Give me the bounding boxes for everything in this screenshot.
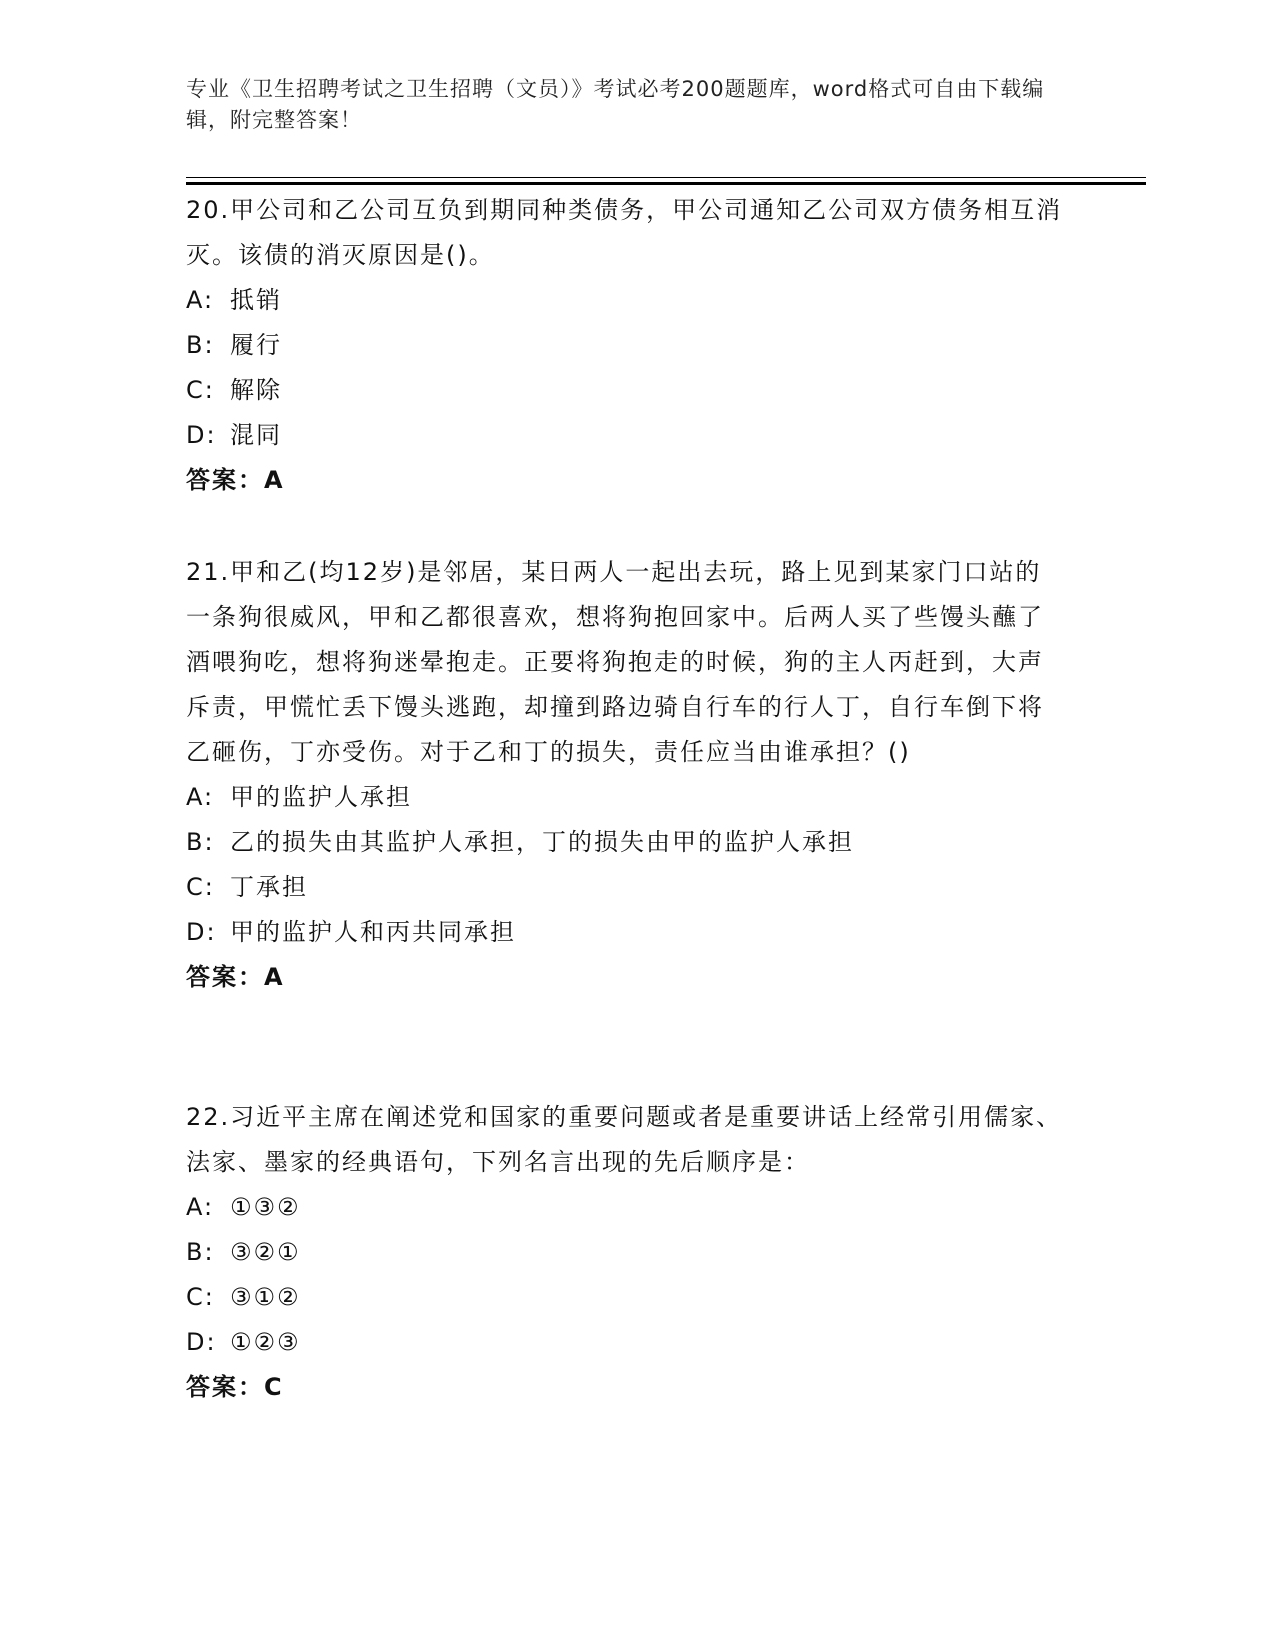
option-b [186,323,1066,368]
option-text: 乙的损失由其监护人承担，丁的损失由甲的监护人承担 [230,828,854,856]
option-d [186,1320,1066,1365]
answer-line: 答案：C [186,1373,284,1401]
option-b [186,820,1066,865]
option-letter: A: [186,286,215,314]
option-letter: D: [186,918,217,946]
option-letter: C: [186,1283,215,1311]
option-text: 解除 [230,376,282,404]
option-d [186,910,1066,955]
option-text: ③①② [230,1283,301,1311]
option-letter: D: [186,1328,217,1356]
question-stem: 22.习近平主席在阐述党和国家的重要问题或者是重要讲话上经常引用儒家、法家、墨家的经典语句，下列名言出现的先后顺序是： [186,1103,1063,1176]
option-text: ③②① [230,1238,301,1266]
answer-line: 答案：A [186,466,285,494]
header-divider-thin [186,177,1146,178]
question-block [186,1095,1066,1410]
option-text: 甲的监护人承担 [230,783,412,811]
option-letter: A: [186,783,215,811]
option-text: 混同 [230,421,282,449]
question-stem: 21.甲和乙(均12岁)是邻居，某日两人一起出去玩，路上见到某家门口站的一条狗很威风，甲和乙都很喜欢，想将狗抱回家中。后两人买了些馒头蘸了酒喂狗吃，想将狗迷晕抱走。正要将狗抱走的时候，狗的主人丙赶到，大声斥责，甲慌忙丢下馒头逃跑，却撞到路边骑自行车的行人丁，自行车倒下将乙砸伤，丁亦受伤。对于乙和丁的损失，责任应当由谁承担？() [186,558,1044,766]
option-letter: B: [186,828,215,856]
option-d [186,413,1066,458]
header-divider-thick [186,182,1146,185]
option-letter: C: [186,376,215,404]
option-c [186,1275,1066,1320]
option-text: 抵销 [230,286,282,314]
option-text: 履行 [230,331,282,359]
answer-line: 答案：A [186,963,285,991]
option-a [186,775,1066,820]
option-text: ①②③ [230,1328,301,1356]
option-letter: C: [186,873,215,901]
option-text: ①③② [230,1193,301,1221]
option-b [186,1230,1066,1275]
option-letter: D: [186,421,217,449]
option-a [186,278,1066,323]
option-text: 丁承担 [230,873,308,901]
option-c [186,865,1066,910]
question-block [186,550,1066,1000]
document-header: 专业《卫生招聘考试之卫生招聘（文员）》考试必考200题题库，word格式可自由下载编辑，附完整答案！ [186,77,1045,132]
option-letter: B: [186,331,215,359]
option-c [186,368,1066,413]
option-a [186,1185,1066,1230]
question-block [186,188,1066,503]
option-letter: B: [186,1238,215,1266]
option-letter: A: [186,1193,215,1221]
option-text: 甲的监护人和丙共同承担 [230,918,516,946]
question-stem: 20.甲公司和乙公司互负到期同种类债务，甲公司通知乙公司双方债务相互消灭。该债的消灭原因是()。 [186,196,1063,269]
